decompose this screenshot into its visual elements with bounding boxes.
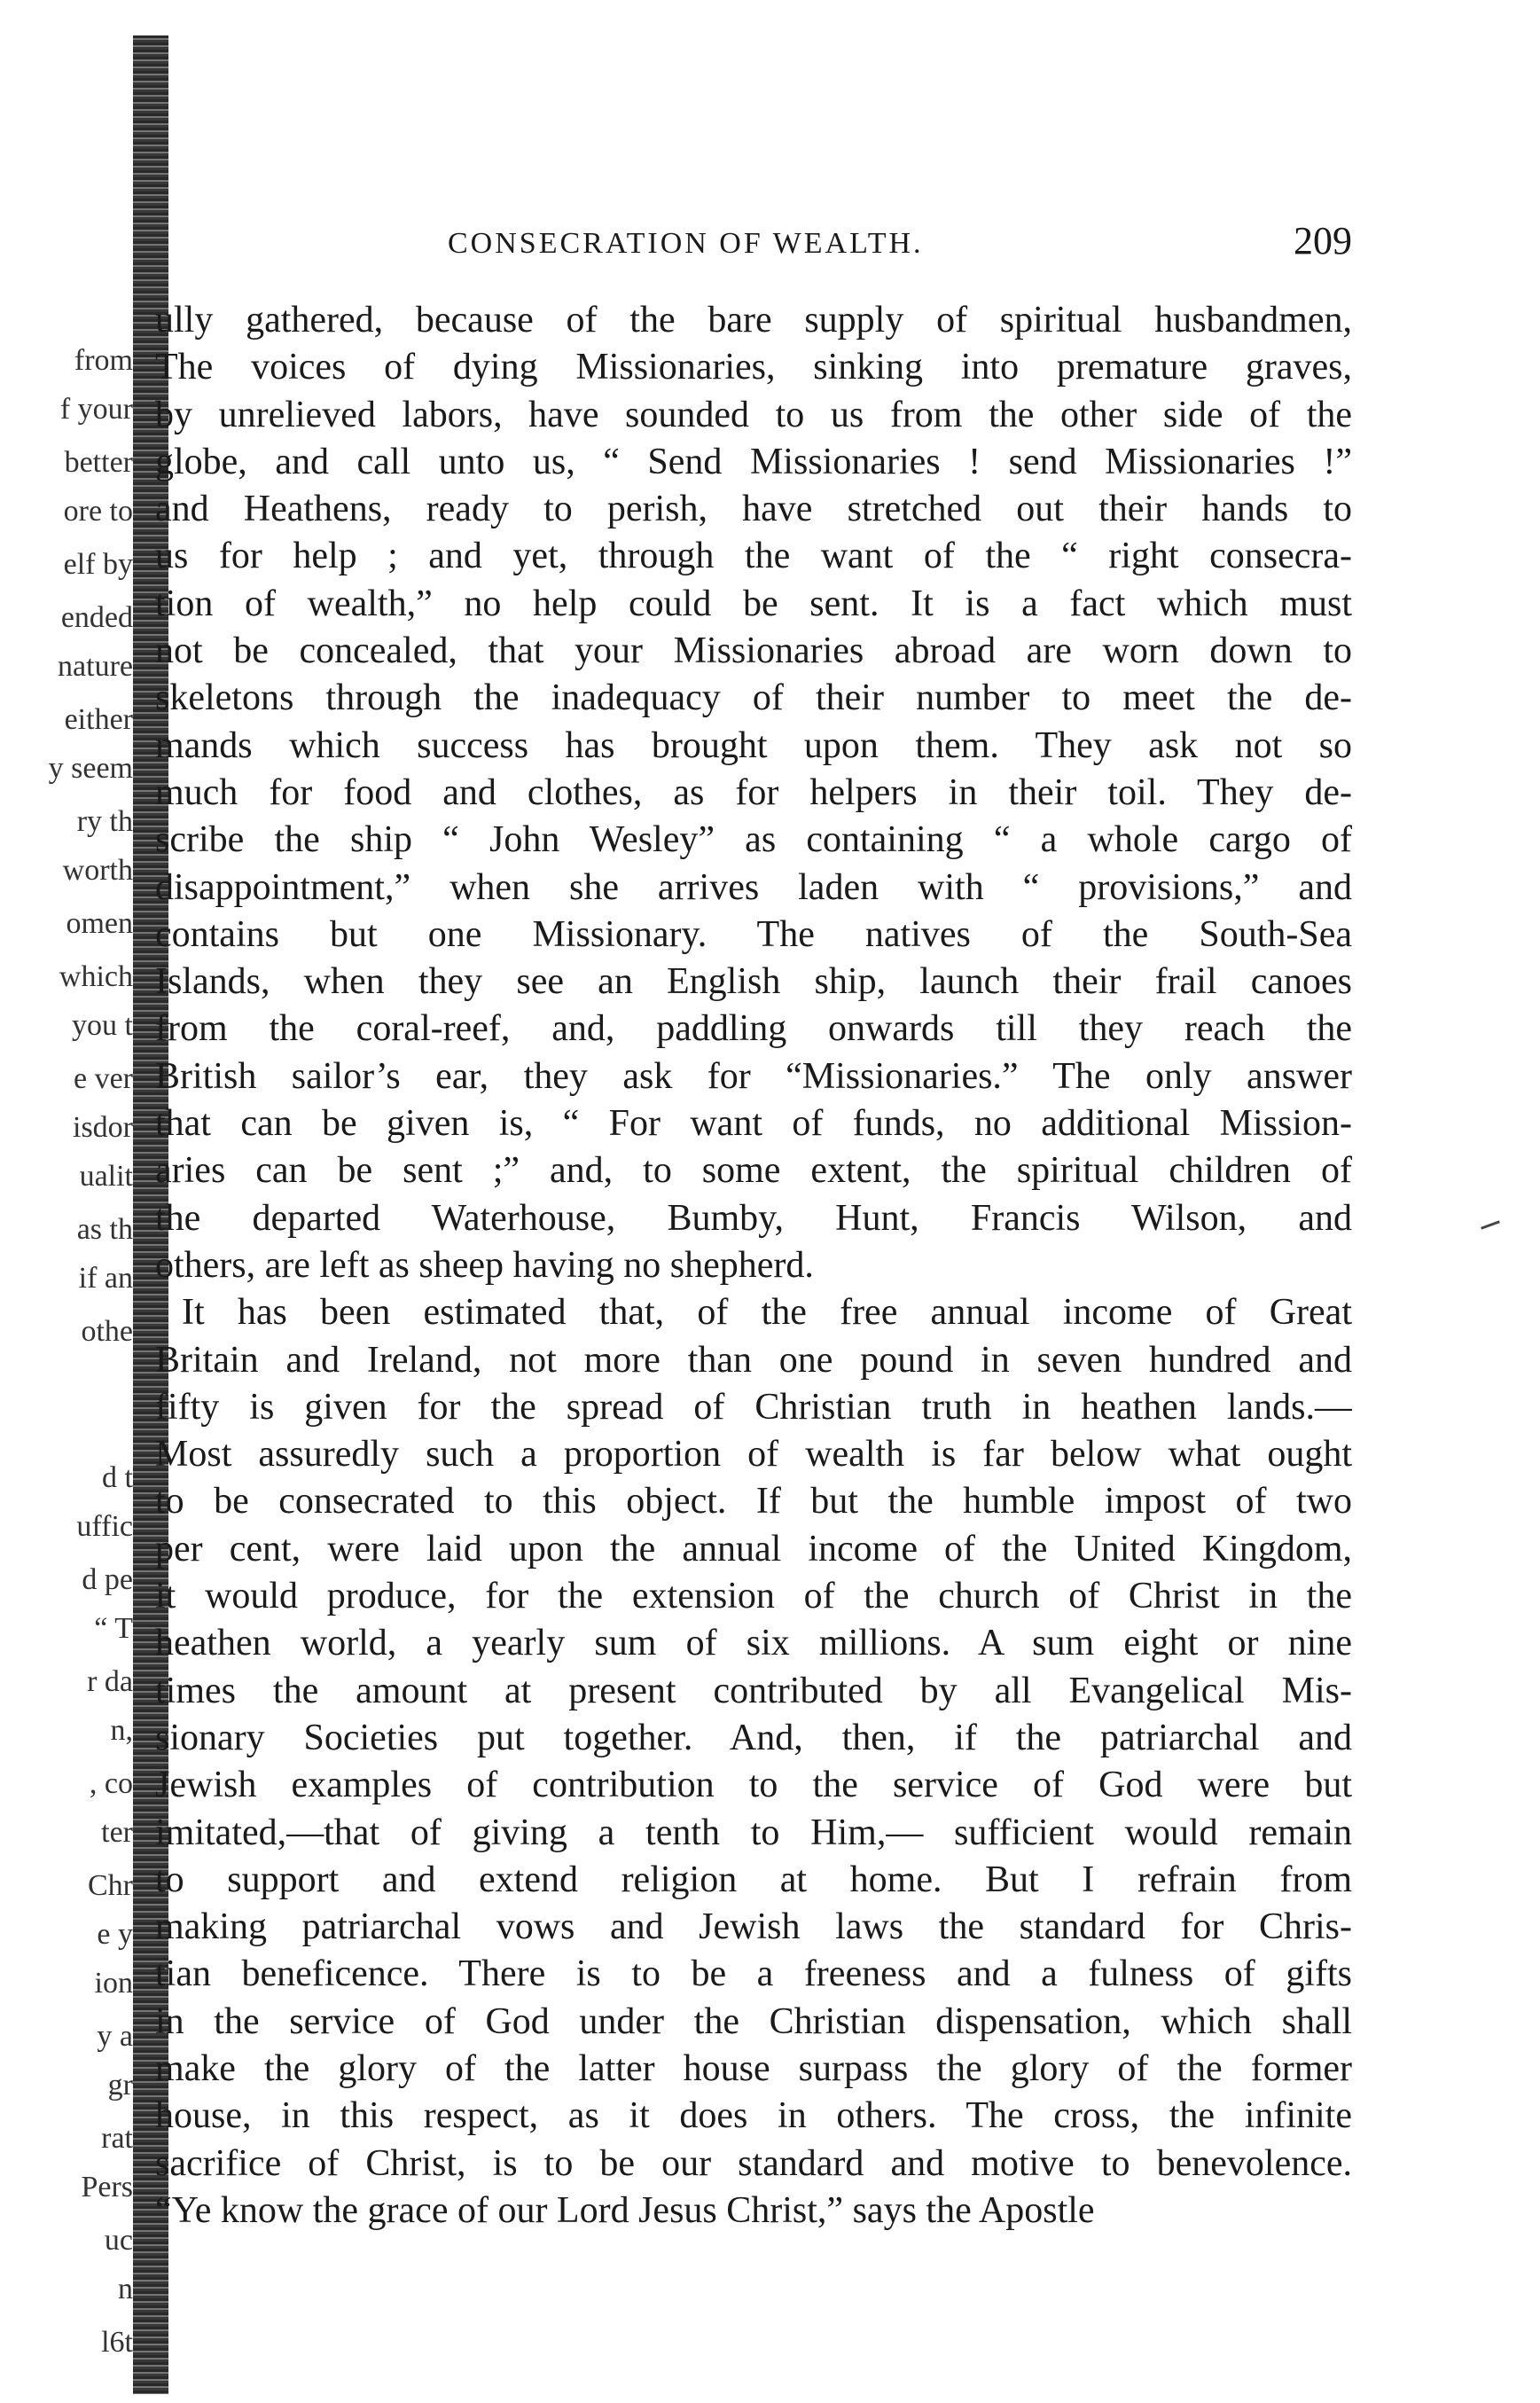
facing-page-fragment: Pers xyxy=(81,2172,133,2203)
facing-page-fragment: rat xyxy=(101,2124,133,2154)
text-line: sacrifice of Christ, is to be our standard and motive to benevolence. xyxy=(155,2142,1352,2184)
text-line: heathen world, a yearly sum of six millions. A sum eight or nine xyxy=(155,1623,1352,1664)
facing-page-fragment: which xyxy=(59,962,133,992)
facing-page-fragment: Chr xyxy=(88,1871,133,1901)
text-line: The voices of dying Missionaries, sinking into premature graves, xyxy=(155,347,1352,388)
text-line: to support and extend religion at home. But I refrain from xyxy=(155,1859,1352,1900)
text-line: by unrelieved labors, have sounded to us from the other side of the xyxy=(155,394,1352,435)
text-line: Islands, when they see an English ship, launch their frail canoes xyxy=(155,961,1352,1003)
text-line: in the service of God under the Christian dispensation, which shall xyxy=(155,2000,1352,2042)
text-line: make the glory of the latter house surpass the glory of the former xyxy=(155,2047,1352,2089)
facing-page-fragment: ualit xyxy=(79,1162,133,1192)
facing-page-fragment: e ver xyxy=(73,1064,133,1094)
facing-page-fragment: you t xyxy=(72,1011,133,1041)
facing-page-fragment: nature xyxy=(58,652,133,682)
text-line: fifty is given for the spread of Christian truth in heathen lands.— xyxy=(155,1386,1352,1428)
text-line: Most assuredly such a proportion of wealth is far below what ought xyxy=(155,1434,1352,1475)
facing-page-fragment: f your xyxy=(59,395,133,425)
text-line: us for help ; and yet, through the want of the “ right consecra- xyxy=(155,536,1352,577)
text-line: tion of wealth,” no help could be sent. It is a fact which must xyxy=(155,583,1352,624)
facing-page-fragment: uc xyxy=(104,2226,133,2256)
page-number: 209 xyxy=(1294,219,1352,262)
facing-page-fragment: omen xyxy=(66,909,133,939)
facing-page-fragment: ion xyxy=(94,1969,133,1999)
text-line: skeletons through the inadequacy of their number to meet the de- xyxy=(155,677,1352,719)
facing-page-fragment: y a xyxy=(97,2022,133,2052)
text-line: globe, and call unto us, “ Send Missionaries ! send Missionaries !” xyxy=(155,441,1352,482)
text-line: to be consecrated to this object. If but the humble impost of two xyxy=(155,1481,1352,1522)
text-line: mands which success has brought upon them. They ask not so xyxy=(155,724,1352,766)
page-header xyxy=(448,219,1352,275)
text-line: house, in this respect, as it does in others. The cross, the infinite xyxy=(155,2095,1352,2137)
text-line: disappointment,” when she arrives laden with “ provisions,” and xyxy=(155,866,1352,908)
margin-pencil-mark xyxy=(1481,1220,1500,1229)
body-text xyxy=(155,297,1352,2235)
facing-page-fragment: ended xyxy=(60,603,133,633)
text-line: Britain and Ireland, not more than one pound in seven hundred and xyxy=(155,1339,1352,1381)
text-line: the departed Waterhouse, Bumby, Hunt, Francis Wilson, and xyxy=(155,1197,1352,1239)
facing-page-fragment: n xyxy=(118,2274,133,2305)
facing-page-fragment: r da xyxy=(87,1667,133,1697)
running-head: CONSECRATION OF WEALTH. xyxy=(448,227,924,260)
text-line: “Ye know the grace of our Lord Jesus Christ,” says the Apostle xyxy=(155,2189,1095,2231)
facing-page-gutter xyxy=(0,0,177,2403)
facing-page-fragment: e y xyxy=(97,1920,133,1950)
facing-page-fragment: as th xyxy=(76,1215,133,1245)
text-line: and Heathens, ready to perish, have stretched out their hands to xyxy=(155,489,1352,530)
facing-page-fragment: ore to xyxy=(63,497,133,527)
facing-page-fragment: gr xyxy=(107,2070,133,2101)
facing-page-fragment: elf by xyxy=(63,550,133,580)
text-line: not be concealed, that your Missionaries abroad are worn down to xyxy=(155,630,1352,672)
facing-page-fragment: worth xyxy=(62,856,133,886)
facing-page-fragment: from xyxy=(74,346,133,376)
facing-page-fragment: if an xyxy=(78,1264,133,1294)
text-line: It has been estimated that, of the free annual income of Great xyxy=(182,1292,1352,1334)
text-line: tian beneficence. There is to be a freeness and a fulness of gifts xyxy=(155,1953,1352,1995)
text-line: per cent, were laid upon the annual income of the United Kingdom, xyxy=(155,1528,1352,1569)
facing-page-fragment: isdor xyxy=(73,1113,133,1143)
facing-page-fragment: ry th xyxy=(76,807,133,837)
text-line: British sailor’s ear, they ask for “Missionaries.” The only answer xyxy=(155,1055,1352,1097)
text-line: scribe the ship “ John Wesley” as containing “ a whole cargo of xyxy=(155,819,1352,861)
facing-page-fragment: better xyxy=(64,448,133,478)
text-line: much for food and clothes, as for helpers in their toil. They de- xyxy=(155,771,1352,813)
facing-page-fragment: othe xyxy=(81,1317,133,1347)
text-line: contains but one Missionary. The natives of the South-Sea xyxy=(155,913,1352,955)
facing-page-fragment: n, xyxy=(110,1716,133,1746)
text-line: it would produce, for the extension of the church of Christ in the xyxy=(155,1576,1352,1617)
text-line: ully gathered, because of the bare supply of spiritual husbandmen, xyxy=(155,300,1352,340)
facing-page-fragment: d t xyxy=(102,1463,133,1493)
facing-page-fragment: d pe xyxy=(82,1565,133,1595)
text-line: imitated,—that of giving a tenth to Him,— sufficient would remain xyxy=(155,1812,1352,1853)
facing-page-fragment: , co xyxy=(89,1769,133,1799)
text-line: sionary Societies put together. And, then, if the patriarchal and xyxy=(155,1717,1352,1758)
text-line: aries can be sent ;” and, to some extent, the spiritual children of xyxy=(155,1150,1352,1192)
text-line: times the amount at present contributed by all Evangelical Mis- xyxy=(155,1670,1352,1711)
facing-page-fragment: “ T xyxy=(94,1614,133,1644)
text-line: Jewish examples of contribution to the service of God were but xyxy=(155,1765,1352,1806)
text-line: from the coral-reef, and, paddling onwards till they reach the xyxy=(155,1008,1352,1050)
facing-page-fragment: l6t xyxy=(101,2328,133,2358)
text-line: making patriarchal vows and Jewish laws the standard for Chris- xyxy=(155,1906,1352,1948)
text-line: others, are left as sheep having no shepherd. xyxy=(155,1244,814,1286)
text-line: that can be given is, “ For want of funds, no additional Mission- xyxy=(155,1103,1352,1145)
facing-page-fragment: uffic xyxy=(76,1512,133,1542)
facing-page-fragment: y seem xyxy=(48,754,133,784)
facing-page-fragment: either xyxy=(64,705,133,735)
facing-page-fragment: ter xyxy=(101,1818,133,1848)
